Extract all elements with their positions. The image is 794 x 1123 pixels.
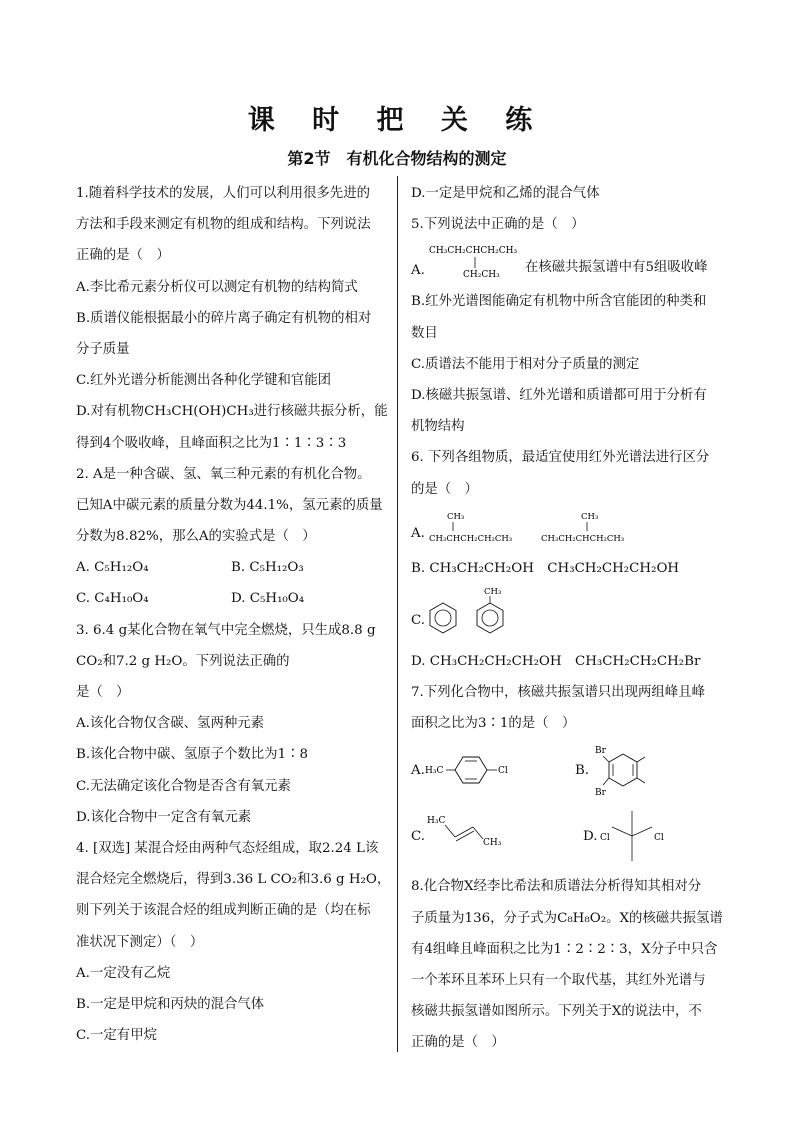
- q5-option-b: B.红外光谱图能确定有机物中所含官能团的种类和: [411, 294, 707, 310]
- q4-option-c: C.一定有甲烷: [76, 1028, 157, 1044]
- q1-option-a: A.李比希元素分析仪可以测定有机物的结构简式: [76, 279, 358, 295]
- q8-line: 有4组峰且峰面积之比为1∶2∶2∶3，X分子中只含: [411, 941, 718, 957]
- toluene-structure: [465, 585, 515, 645]
- 2-butene-structure: [425, 803, 583, 869]
- question-3: [76, 615, 386, 833]
- q8-line: 一个苯环且苯环上只有一个取代基，其红外光谱与: [411, 973, 706, 988]
- bond-line: [612, 827, 632, 836]
- q8-line: 核磁共振氢谱如图所示。下列关于X的说法中，不: [411, 1004, 702, 1020]
- q3-line: CO₂和7.2 g H₂O。下列说法正确的: [76, 653, 290, 669]
- dibromo-xylene-structure: [589, 740, 689, 800]
- q6-option-c-label: C.: [411, 613, 426, 629]
- q1-option-b: B.质谱仪能根据最小的碎片离子确定有机物的相对: [76, 310, 372, 326]
- benzene-structure: [425, 585, 465, 645]
- q5-formula-main: CH₃CH₂CHCH₂CH₃: [428, 246, 518, 257]
- q2-line: 已知A中碳元素的质量分数为44.1%，氢元素的质量: [76, 497, 383, 513]
- bond-line: [445, 825, 455, 837]
- left-column: [76, 178, 391, 1051]
- q7-option-b-label: B.: [574, 762, 590, 778]
- q8-line: 正确的是（ ）: [411, 1035, 505, 1051]
- section-subtitle: 第2节 有机化合物结构的测定: [287, 149, 507, 168]
- q1-option-b-cont: 分子质量: [76, 341, 130, 357]
- q2-options-row: [76, 552, 386, 583]
- double-bond: [455, 827, 473, 837]
- chlorine-label: Cl: [653, 833, 664, 844]
- q7-line: 7.下列化合物中，核磁共振氢谱只出现两组峰且峰: [411, 685, 705, 701]
- q2-options-row: [76, 583, 386, 614]
- q6-option-c: [411, 584, 721, 646]
- q1-option-c: C.红外光谱分析能测出各种化学键和官能团: [76, 373, 332, 389]
- q1-line: 正确的是（ ）: [76, 248, 170, 264]
- page-title: 课 时 把 关 练: [247, 105, 547, 136]
- bond-line: [473, 827, 483, 839]
- q3-option-b: B.该化合物中碳、氢原子个数比为1∶8: [76, 747, 308, 763]
- q7-options-row-1: [411, 739, 721, 801]
- question-4: [76, 833, 391, 1051]
- chain-label: CH₃CH₂CHCH₂CH₃: [540, 533, 625, 544]
- q5-stem: 5.下列说法中正确的是（ ）: [411, 217, 585, 233]
- q4-option-b: B.一定是甲烷和丙炔的混合气体: [76, 996, 265, 1012]
- q2-line: 分数为8.82%，那么A的实验式是（ ）: [76, 529, 316, 545]
- methyl-label: CH₃: [483, 838, 502, 849]
- q5-formula-branch: CH₂CH₃: [462, 270, 500, 281]
- bond-line: [603, 756, 609, 762]
- q8-line: 子质量为136，分子式为C₈H₈O₂。X的核磁共振氢谱: [411, 910, 723, 926]
- methyl-label: H₃C: [427, 816, 446, 827]
- q6-line: 6. 下列各组物质，最适宜使用红外光谱法进行区分: [411, 450, 710, 466]
- aromatic-circle: [482, 610, 498, 626]
- bromine-label: Br: [595, 746, 606, 757]
- dichloro-dimethylpropane-structure: [598, 803, 678, 869]
- q4-line: 4. [双选] 某混合烃由两种气态烃组成，取2.24 L该: [76, 840, 379, 856]
- q1-option-d-cont: 得到4个吸收峰，且峰面积之比为1∶1∶3∶3: [76, 435, 347, 451]
- q3-option-a: A.该化合物仅含碳、氢两种元素: [76, 716, 265, 732]
- q6-option-a-label: A.: [411, 526, 425, 542]
- q5-option-a-text: 在核磁共振氢谱中有5组吸收峰: [524, 259, 708, 275]
- q7-options-row-2: [411, 801, 721, 871]
- double-bond: [456, 831, 474, 841]
- q5-option-d: D.核磁共振氢谱、红外光谱和质谱都可用于分析有: [411, 387, 707, 403]
- methyl-label: H₃C: [424, 766, 444, 777]
- methyl-label: CH₃: [484, 586, 502, 597]
- q3-option-d: D.该化合物中一定含有氧元素: [76, 809, 252, 825]
- methyl-label: CH₃: [446, 511, 465, 522]
- q5-option-a: [411, 240, 721, 286]
- q4-option-a: A.一定没有乙烷: [76, 965, 171, 981]
- q6-option-b: B. CH₃CH₂CH₂OH CH₃CH₂CH₂CH₂OH: [411, 560, 680, 576]
- bond-line: [632, 827, 652, 836]
- q3-option-c: C.无法确定该化合物是否含有氧元素: [76, 778, 291, 794]
- methyl-bond: [637, 778, 645, 783]
- q6-option-d: D. CH₃CH₂CH₂CH₂OH CH₃CH₂CH₂CH₂Br: [411, 653, 701, 669]
- methyl-label: CH₃: [580, 511, 599, 522]
- q8-line: 8.化合物X经李比希法和质谱法分析得知其相对分: [411, 879, 702, 895]
- q1-line: 1.随着科学技术的发展，人们可以利用很多先进的: [76, 186, 370, 201]
- q7-option-d-label: D.: [583, 828, 598, 844]
- q2-line: 2. A是一种含碳、氢、氧三种元素的有机化合物。: [76, 466, 371, 482]
- question-5: [411, 209, 721, 442]
- chlorine-label: Cl: [497, 766, 508, 777]
- question-8: [411, 871, 721, 1058]
- q4-option-d: D.一定是甲烷和乙烯的混合气体: [411, 186, 600, 201]
- q6-option-a: [411, 505, 721, 553]
- chlorine-label: Cl: [599, 833, 610, 844]
- q7-option-c-label: C.: [411, 828, 426, 844]
- q2-option-a: A. C₅H₁₂O₄: [76, 560, 149, 576]
- q2-option-d: D. C₅H₁₀O₄: [231, 591, 305, 607]
- q5-option-c: C.质谱法不能用于相对分子质量的测定: [411, 356, 640, 372]
- q1-line: 方法和手段来测定有机物的组成和结构。下列说法: [76, 217, 371, 233]
- q5-option-b-cont: 数目: [411, 325, 438, 341]
- 2-methylpentane-structure: [425, 507, 537, 551]
- question-1: [76, 178, 386, 459]
- q2-option-b: B. C₅H₁₂O₃: [231, 560, 304, 576]
- question-2: [76, 459, 386, 615]
- q6-line: 的是（ ）: [411, 481, 478, 497]
- right-column: [411, 178, 721, 1059]
- question-7: [411, 677, 721, 871]
- q5-option-d-cont: 机物结构: [411, 419, 465, 435]
- q4-line: 混合烃完全燃烧后，得到3.36 L CO₂和3.6 g H₂O，: [76, 872, 391, 888]
- q3-line: 3. 6.4 g某化合物在氧气中完全燃烧，只生成8.8 g: [76, 622, 376, 638]
- q3-line: 是（ ）: [76, 685, 130, 700]
- q7-line: 面积之比为3∶1的是（ ）: [411, 716, 576, 732]
- benzene-ring: [430, 603, 456, 633]
- q1-option-d: D.对有机物CH₃CH(OH)CH₃进行核磁共振分析，能: [76, 404, 388, 420]
- q7-option-a-label: A.: [411, 762, 425, 778]
- branched-alkane-structure: [425, 241, 525, 285]
- methyl-bond: [637, 757, 645, 762]
- q2-option-c: C. C₄H₁₀O₄: [76, 591, 149, 607]
- q5-option-a-label: A.: [411, 262, 425, 278]
- benzene-ring: [477, 603, 503, 633]
- aromatic-circle: [435, 610, 451, 626]
- chain-label: CH₃CHCH₂CH₂CH₃: [428, 533, 513, 544]
- 3-methylpentane-structure: [537, 507, 649, 551]
- bromine-label: Br: [595, 788, 606, 799]
- column-divider: [397, 176, 398, 1052]
- q4-line: 准状况下测定）（ ）: [76, 934, 204, 950]
- bond-line: [603, 778, 609, 785]
- q4-line: 则下列关于该混合烃的组成判断正确的是（均在标: [76, 903, 371, 919]
- question-6: [411, 442, 721, 677]
- 4-chlorotoluene-structure: [425, 742, 575, 798]
